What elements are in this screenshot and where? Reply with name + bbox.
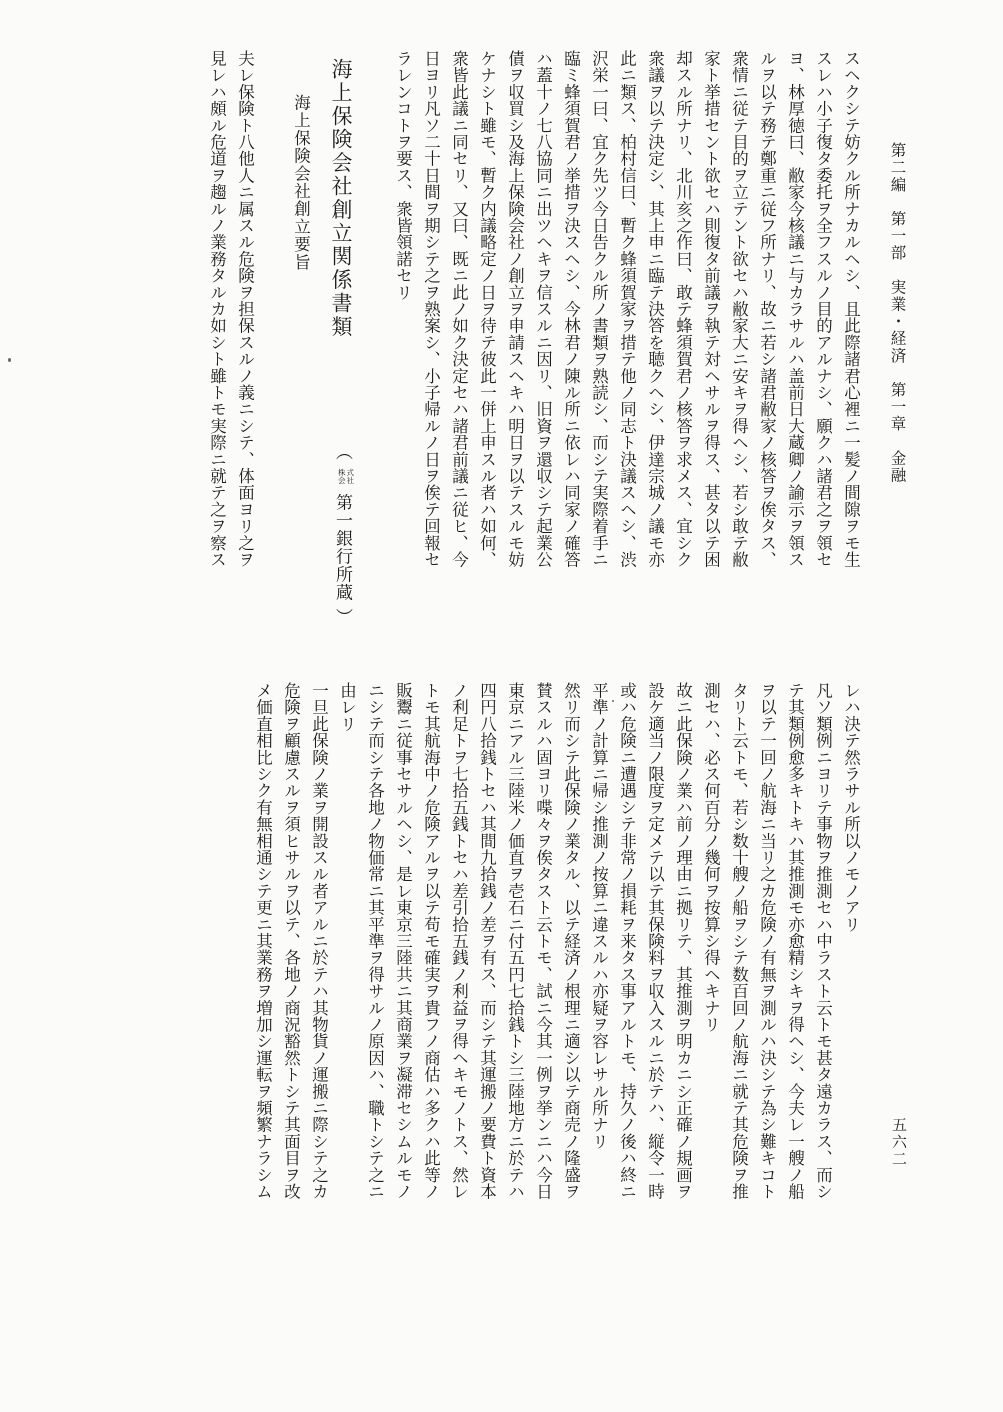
company-type-label-bottom: 会社: [338, 476, 355, 486]
text-column: ヲ以テ一回ノ航海ニ当リ之カ危険ノ有無ヲ測ルハ決シテ為シ難キコト: [757, 682, 777, 1200]
text-column: 沢栄一曰、宜ク先ツ今日告クル所ノ書類ヲ熟読シ、而シテ実際着手ニ: [589, 50, 609, 568]
text-column: タリト云トモ、若シ数十艘ノ船ヲシテ数百回ノ航海ニ就テ其危険ヲ推: [729, 682, 749, 1200]
text-column: ヨ、林厚徳曰、敝家今核議ニ与カラサルハ盖前日大蔵卿ノ諭示ヲ領ス: [785, 50, 805, 568]
text-column: 夫レ保険ト八他人ニ属スル危険ヲ担保スルノ義ニシテ、体面ヨリ之ヲ: [235, 50, 255, 568]
text-column: 一旦此保険ノ業ヲ開設スル者アルニ於テハ其物貨ノ運搬ニ際シテ之カ: [309, 682, 329, 1200]
text-column: ラレンコトヲ要ス、衆皆領諾セリ: [393, 50, 413, 301]
page-number: 五六二: [890, 1117, 908, 1168]
source-note-close-paren: ）: [332, 607, 352, 626]
text-column: スレハ小子復タ委托ヲ全フスルノ目的アルナシ、願クハ諸君之ヲ領セ: [813, 50, 833, 568]
text-column: 衆情ニ従テ目的ヲ立テント欲セハ敝家大ニ安キヲ得ヘシ、若シ敢テ敝: [729, 50, 749, 568]
source-note-text: 第一銀行所蔵: [332, 493, 352, 602]
text-column: 故ニ此保険ノ業ハ前ノ理由ニ拠リテ、其推測ヲ明カニシ正確ノ規画ヲ: [673, 682, 693, 1200]
text-column: ケナシト雖モ、暫ク内議略定ノ日ヲ待テ彼此一併上申スル者ハ如何、: [477, 50, 497, 568]
text-column: 東京ニアル三陸米ノ価直ヲ壱石ニ付五円七拾銭トシ三陸地方ニ於テハ: [505, 682, 525, 1200]
text-column: ノ利足トヲ七拾五銭トセハ差引拾五銭ノ利益ヲ得ヘキモノトス、然レ: [449, 682, 469, 1200]
running-head: 第二編 第一部 実業・経済 第一章 金融: [888, 142, 907, 484]
scan-speck: [612, 700, 614, 702]
scan-speck: [8, 358, 11, 362]
text-column: 或ハ危険ニ遭遇シテ非常ノ損耗ヲ来タス事アルトモ、持久ノ後ハ終ニ: [617, 682, 637, 1200]
text-column: 然リ而シテ此保険ノ業タル、以テ経済ノ根理ニ適シ以テ商売ノ隆盛ヲ: [561, 682, 581, 1200]
text-column: 四円八拾銭トセハ其間九拾銭ノ差ヲ有ス、而シテ其運搬ノ要費ト資本: [477, 682, 497, 1200]
text-column: 販鬻ニ従事セサルヘシ、是レ東京三陸共ニ其商業ヲ凝滞セシムルモノ: [393, 682, 413, 1200]
text-column: 衆議ヲ以テ決定シ、其上申ニ臨テ決答を聴クヘシ、伊達宗城ノ議モ亦: [645, 50, 665, 568]
text-column: テ其類例愈多キトキハ其推測モ亦愈精シキヲ得ヘシ、今夫レ一艘ノ船: [785, 682, 805, 1200]
text-column: 賛スルハ固ヨリ喋々ヲ俟タスト云トモ、試ニ今其一例ヲ挙ンニハ今日: [533, 682, 553, 1200]
text-column: 見レハ頗ル危道ヲ趨ルノ業務タルカ如シト雖トモ実際ニ就テ之ヲ察ス: [207, 50, 227, 568]
text-column: 凡ソ類例ニヨリテ事物ヲ推測セハ中ラスト云トモ甚タ遠カラス、而シ: [813, 682, 833, 1200]
text-column: スヘクシテ妨クル所ナカルヘシ、且此際諸君心裡ニ一髪ノ間隙ヲモ生: [841, 50, 861, 568]
text-column: 此ニ類ス、柏村信曰、暫ク蜂須賀家ヲ措テ他ノ同志ト決議スヘシ、渋: [617, 50, 637, 568]
text-column: 臨ミ蜂須賀君ノ挙措ヲ決スヘシ、今林君ノ陳ル所ニ依レハ同家ノ確答: [561, 50, 581, 568]
text-column: レハ決テ然ラサル所以ノモノアリ: [841, 682, 861, 933]
company-type-label-top: 株式: [338, 468, 355, 478]
text-column: 由レリ: [337, 682, 357, 733]
text-column: ハ蓋十ノ七八協同ニ出ツヘキヲ信スルニ因リ、旧資ヲ還収シテ起業公: [533, 50, 553, 568]
section-heading: 海上保険会社創立関係書類: [329, 58, 353, 339]
text-column: 日ヨリ凡ソ二十日間ヲ期シテ之ヲ熟案シ、小子帰ルノ日ヲ俟テ回報セ: [421, 50, 441, 568]
text-column: メ価直相比シク有無相通シテ更ニ其業務ヲ増加シ運転ヲ頻繁ナラシム: [253, 682, 273, 1200]
text-column: 却スル所ナリ、北川亥之作曰、敢テ蜂須賀君ノ核答ヲ求メス、宜シク: [673, 50, 693, 568]
text-column: 家ト挙措セント欲セハ則復タ前議ヲ執テ対ヘサルヲ得ス、甚タ以テ困: [701, 50, 721, 568]
text-column: 衆皆此議ニ同セリ、又曰、既ニ此ノ如ク決定セハ諸君前議ニ従ヒ、今: [449, 50, 469, 568]
text-column: 平準ノ計算ニ帰シ推測ノ按算ニ違スルハ亦疑ヲ容レサル所ナリ: [589, 682, 609, 1150]
text-column: 債ヲ収買シ及海上保険会社ノ創立ヲ申請スヘキハ明日ヲ以テスルモ妨: [505, 50, 525, 568]
source-note-open-paren: （: [332, 443, 352, 461]
text-column: ニシテ而シテ各地ノ物価常ニ其平準ヲ得サルノ原因ハ、職トシテ之ニ: [365, 682, 385, 1200]
text-column: トモ其航海中ノ危険アルヲ以テ苟モ確実ヲ貴フノ商估ハ多クハ此等ノ: [421, 682, 441, 1200]
subheading: 海上保険会社創立要旨: [291, 94, 311, 271]
text-column: 危険ヲ顧慮スルヲ須ヒサルヲ以テ、各地ノ商況豁然トシテ其面目ヲ改: [281, 682, 301, 1200]
company-type-label: [338, 469, 355, 485]
source-note: [333, 443, 355, 626]
text-column: ルヲ以テ務テ鄭重ニ従フ所ナリ、故ニ若シ諸君敝家ノ核答ヲ俟タス、: [757, 50, 777, 568]
text-column: 設ケ適当ノ限度ヲ定メテ以テ其保険料ヲ収入スルニ於テハ、縦令一時: [645, 682, 665, 1200]
text-column: 測セハ、必ス何百分ノ幾何ヲ按算シ得ヘキナリ: [701, 682, 721, 1033]
